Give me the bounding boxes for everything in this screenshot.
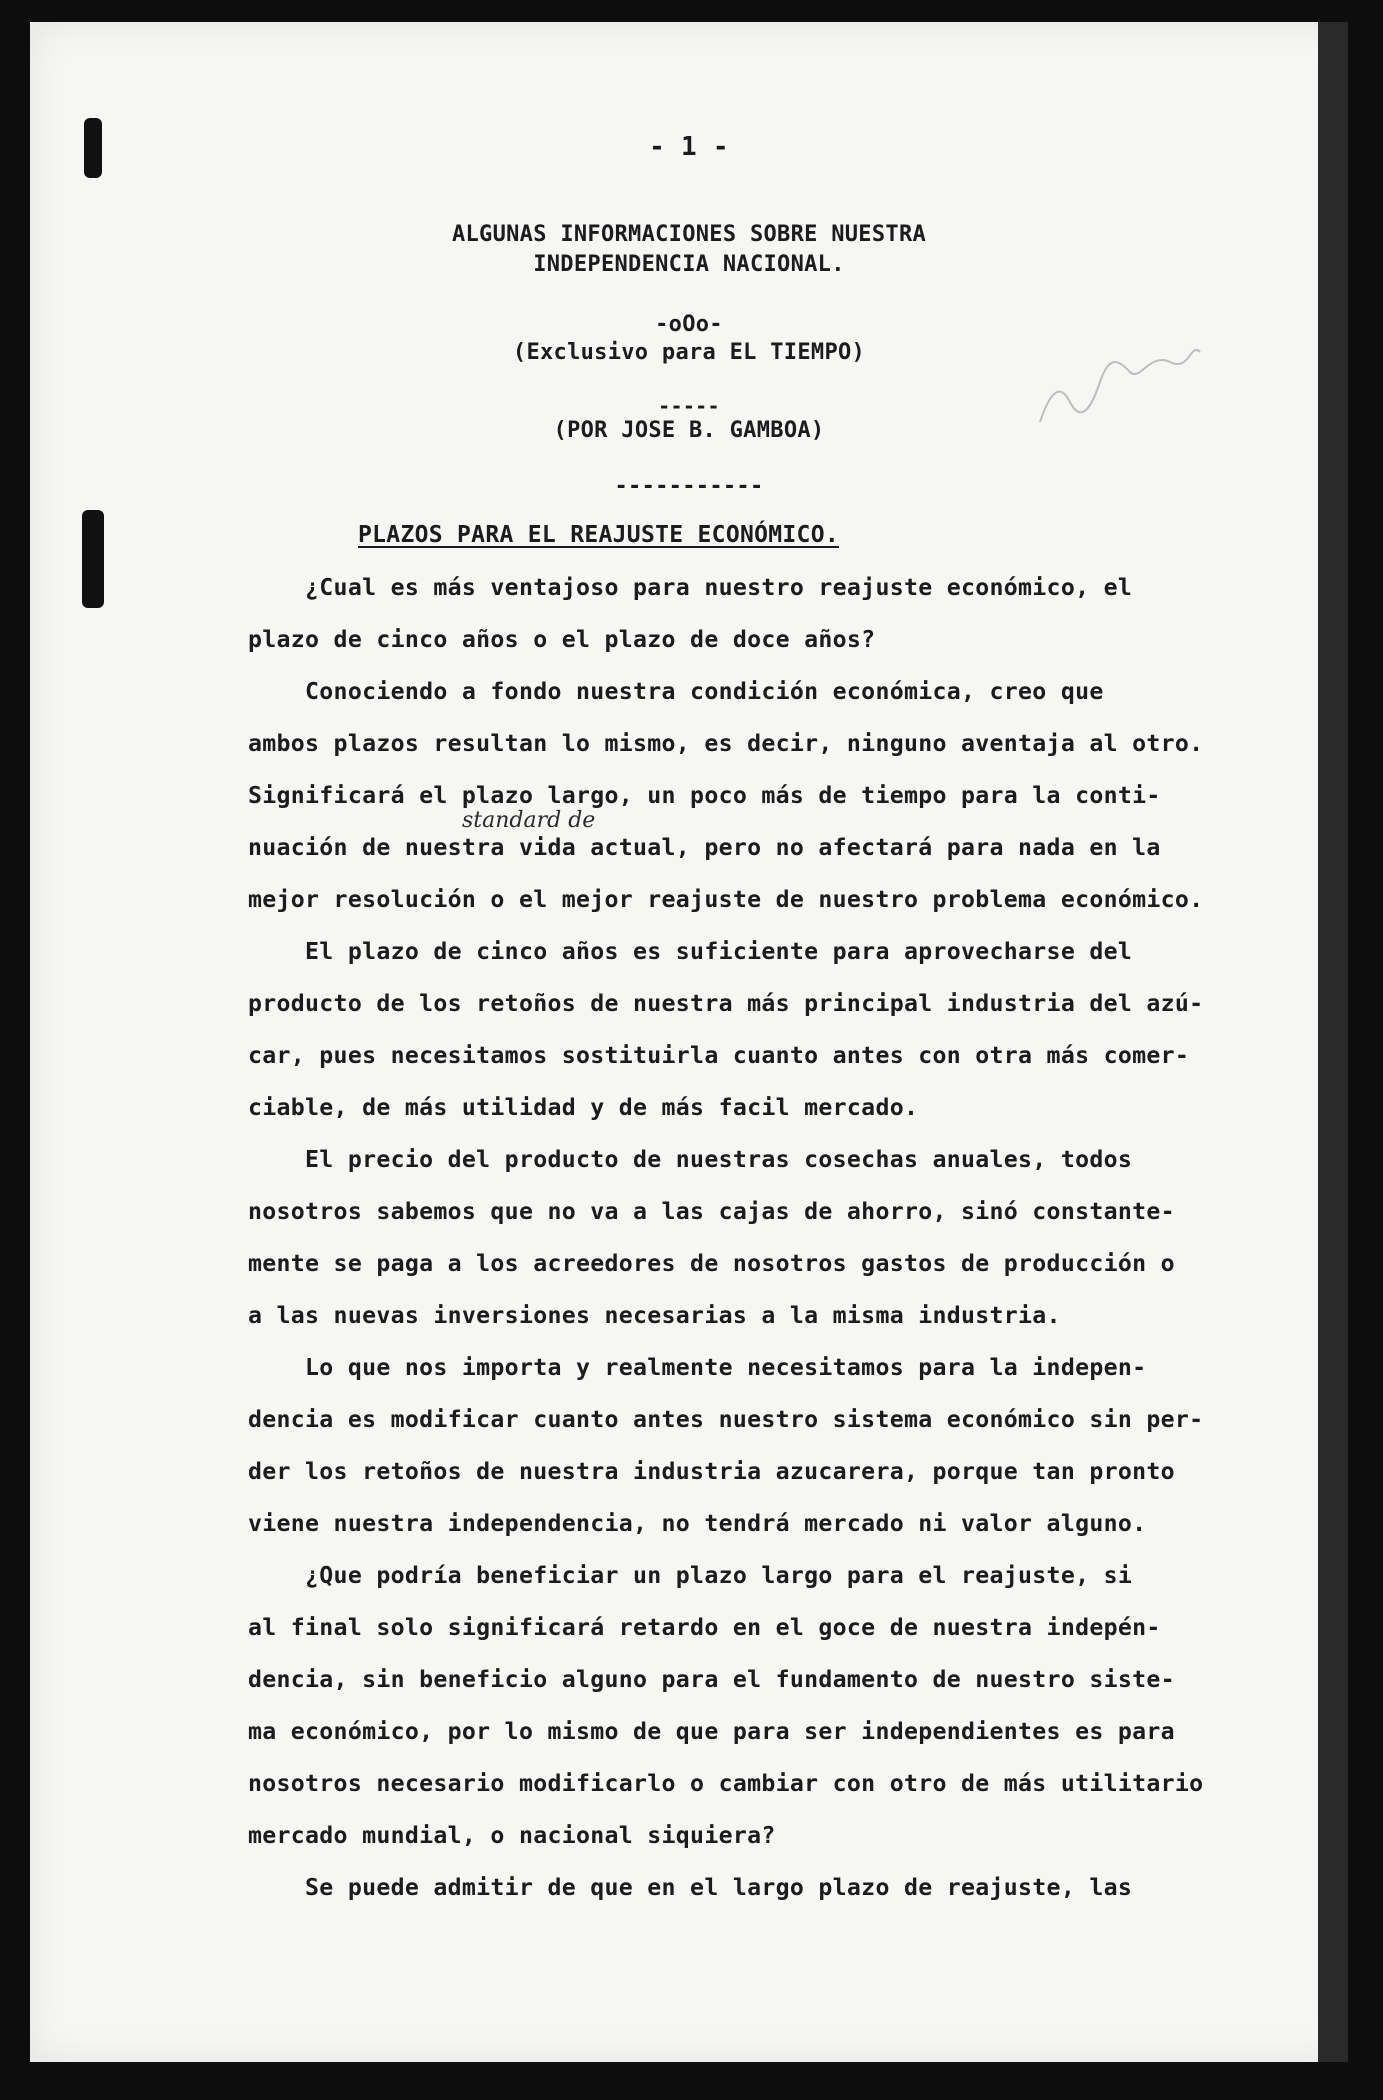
body-line-2: plazo de cinco años o el plazo de doce años? [248,626,876,653]
body-line-16: Lo que nos importa y realmente necesitamos para la indepen- [248,1354,1147,1381]
page-edge-shadow [1318,22,1348,2062]
body-line-7: mejor resolución o el mejor reajuste de nuestro problema económico. [248,886,1204,913]
body-line-15: a las nuevas inversiones necesarias a la misma industria. [248,1302,1061,1329]
handwritten-insertion: standard de [462,808,596,833]
body-line-26: Se puede admitir de que en el largo plazo de reajuste, las [248,1874,1133,1901]
body-line-25: mercado mundial, o nacional siquiera? [248,1822,776,1849]
page-number: - 1 - [649,132,729,162]
title-line-2: INDEPENDENCIA NACIONAL. [533,252,845,277]
body-line-1: ¿Cual es más ventajoso para nuestro reajuste económico, el [248,574,1133,601]
handwritten-scribble [1030,322,1210,442]
body-line-12: El precio del producto de nuestras cosechas anuales, todos [248,1146,1133,1173]
body-line-17: dencia es modificar cuanto antes nuestro sistema económico sin per- [248,1406,1204,1433]
body-line-19: viene nuestra independencia, no tendrá mercado ni valor alguno. [248,1510,1147,1537]
binding-hole-middle [82,510,104,608]
body-line-22: dencia, sin beneficio alguno para el fundamento de nuestro siste- [248,1666,1175,1693]
body-line-6: nuación de nuestra vida actual, pero no afectará para nada en la [248,834,1161,861]
separator-ooo: -oOo- [655,312,723,337]
body-line-13: nosotros sabemos que no va a las cajas de ahorro, sinó constante- [248,1198,1175,1225]
body-line-10: car, pues necesitamos sostituirla cuanto antes con otra más comer- [248,1042,1190,1069]
author-byline: (POR JOSE B. GAMBOA) [553,418,825,443]
body-line-24: nosotros necesario modificarlo o cambiar con otro de más utilitario [248,1770,1204,1797]
body-line-3: Conociendo a fondo nuestra condición económica, creo que [248,678,1104,705]
exclusive-note: (Exclusivo para EL TIEMPO) [512,340,866,365]
body-line-4: ambos plazos resultan lo mismo, es decir, ninguno aventaja al otro. [248,730,1204,757]
separator-short: ----- [658,394,720,418]
section-heading: PLAZOS PARA EL REAJUSTE ECONÓMICO. [358,522,840,548]
paper-page [30,22,1348,2062]
body-line-5: Significará el plazo largo, un poco más de tiempo para la conti- [248,782,1161,809]
body-line-20: ¿Que podría beneficiar un plazo largo para el reajuste, si [248,1562,1133,1589]
separator-long: ----------- [614,474,764,499]
body-line-11: ciable, de más utilidad y de más facil mercado. [248,1094,919,1121]
body-line-18: der los retoños de nuestra industria azucarera, porque tan pronto [248,1458,1175,1485]
body-line-9: producto de los retoños de nuestra más principal industria del azú- [248,990,1204,1017]
body-line-14: mente se paga a los acreedores de nosotros gastos de producción o [248,1250,1175,1277]
body-line-23: ma económico, por lo mismo de que para ser independientes es para [248,1718,1175,1745]
body-line-21: al final solo significará retardo en el goce de nuestra indepén- [248,1614,1161,1641]
title-line-1: ALGUNAS INFORMACIONES SOBRE NUESTRA [451,222,927,247]
body-line-8: El plazo de cinco años es suficiente para aprovecharse del [248,938,1133,965]
